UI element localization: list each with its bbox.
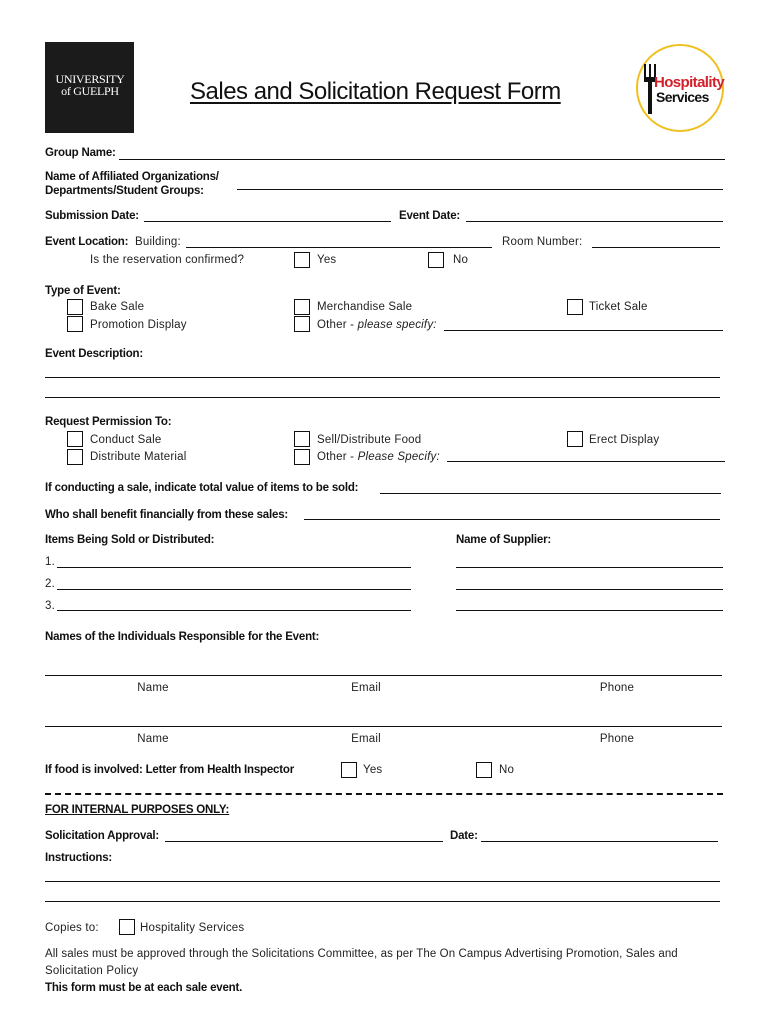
item-3-field[interactable] (57, 610, 411, 611)
benefit-field[interactable] (304, 519, 720, 520)
event-other-field[interactable] (444, 330, 723, 331)
food-yes-checkbox[interactable] (341, 762, 357, 778)
promotion-display-checkbox[interactable] (67, 316, 83, 332)
building-label: Building: (135, 236, 181, 248)
affiliated-label-line1: Name of Affiliated Organizations/ (45, 171, 219, 183)
supplier-1-field[interactable] (456, 567, 723, 568)
approval-date-label: Date: (450, 830, 478, 842)
food-yes-label: Yes (363, 764, 383, 776)
reservation-yes-label: Yes (317, 254, 337, 266)
item-number-1: 1. (45, 556, 55, 568)
sell-food-label: Sell/Distribute Food (317, 434, 422, 446)
permission-other-prefix: Other - (317, 451, 355, 463)
affiliated-field[interactable] (237, 189, 723, 190)
permission-other-specify: Please Specify: (357, 451, 440, 463)
policy-text-line1: All sales must be approved through the Solicitations Committee, as per The On Campus Advertising Promotion, Sales and (45, 948, 678, 960)
sell-food-checkbox[interactable] (294, 431, 310, 447)
building-field[interactable] (186, 247, 492, 248)
reservation-yes-checkbox[interactable] (294, 252, 310, 268)
hospitality-logo-line1: Hospitality (654, 74, 725, 91)
reservation-no-checkbox[interactable] (428, 252, 444, 268)
merchandise-sale-checkbox[interactable] (294, 299, 310, 315)
sale-value-field[interactable] (380, 493, 721, 494)
supplier-2-field[interactable] (456, 589, 723, 590)
ticket-sale-label: Ticket Sale (589, 301, 648, 313)
university-logo-text-line1: UNIVERSITY (55, 72, 125, 86)
footer-notice: This form must be at each sale event. (45, 982, 243, 994)
food-no-checkbox[interactable] (476, 762, 492, 778)
bake-sale-checkbox[interactable] (67, 299, 83, 315)
conduct-sale-checkbox[interactable] (67, 431, 83, 447)
room-number-label: Room Number: (502, 236, 583, 248)
instructions-line-2[interactable] (45, 901, 720, 902)
room-number-field[interactable] (592, 247, 720, 248)
food-label: If food is involved: Letter from Health Inspector (45, 764, 294, 776)
internal-divider (45, 793, 723, 795)
responsible-line-2[interactable] (45, 726, 722, 727)
permission-other-checkbox[interactable] (294, 449, 310, 465)
approval-label: Solicitation Approval: (45, 830, 160, 842)
supplier-3-field[interactable] (456, 610, 723, 611)
approval-field[interactable] (165, 841, 443, 842)
contact-name-caption-2: Name (137, 733, 169, 745)
merchandise-sale-label: Merchandise Sale (317, 301, 413, 313)
event-description-line-1[interactable] (45, 377, 720, 378)
type-of-event-label: Type of Event: (45, 285, 121, 297)
approval-date-field[interactable] (481, 841, 718, 842)
hospitality-services-option: Hospitality Services (140, 922, 245, 934)
item-1-field[interactable] (57, 567, 411, 568)
affiliated-label-line2: Departments/Student Groups: (45, 185, 204, 197)
contact-phone-caption-2: Phone (599, 733, 635, 745)
event-other-checkbox[interactable] (294, 316, 310, 332)
distribute-material-checkbox[interactable] (67, 449, 83, 465)
permission-other-field[interactable] (447, 461, 725, 462)
internal-purposes-heading: FOR INTERNAL PURPOSES ONLY: (45, 804, 230, 816)
hospitality-logo (636, 44, 724, 132)
hospitality-services-checkbox[interactable] (119, 919, 135, 935)
benefit-label: Who shall benefit financially from these sales: (45, 509, 289, 521)
event-date-field[interactable] (466, 221, 723, 222)
instructions-line-1[interactable] (45, 881, 720, 882)
responsible-line-1[interactable] (45, 675, 722, 676)
event-other-label (317, 319, 437, 331)
event-other-prefix: Other - (317, 319, 355, 331)
distribute-material-label: Distribute Material (90, 451, 187, 463)
item-number-2: 2. (45, 578, 55, 590)
contact-name-caption-1: Name (137, 682, 169, 694)
hospitality-logo-line2: Services (656, 89, 709, 105)
event-description-line-2[interactable] (45, 397, 720, 398)
promotion-display-label: Promotion Display (90, 319, 187, 331)
event-description-label: Event Description: (45, 348, 144, 360)
submission-date-label: Submission Date: (45, 210, 139, 222)
copies-label: Copies to: (45, 922, 99, 934)
responsible-label: Names of the Individuals Responsible for the Event: (45, 631, 320, 643)
permission-other-label (317, 451, 440, 463)
items-label: Items Being Sold or Distributed: (45, 534, 215, 546)
conduct-sale-label: Conduct Sale (90, 434, 162, 446)
bake-sale-label: Bake Sale (90, 301, 145, 313)
food-no-label: No (499, 764, 515, 776)
group-name-label: Group Name: (45, 147, 116, 159)
reservation-question: Is the reservation confirmed? (90, 254, 245, 266)
erect-display-label: Erect Display (589, 434, 660, 446)
reservation-no-label: No (453, 254, 469, 266)
event-location-label: Event Location: (45, 236, 129, 248)
ticket-sale-checkbox[interactable] (567, 299, 583, 315)
university-logo-text-line2: of GUELPH (61, 84, 119, 98)
contact-phone-caption-1: Phone (599, 682, 635, 694)
page-title: Sales and Solicitation Request Form (190, 78, 561, 105)
event-other-specify: please specify: (357, 319, 437, 331)
sale-value-label: If conducting a sale, indicate total value of items to be sold: (45, 482, 359, 494)
contact-email-caption-2: Email (351, 733, 381, 745)
contact-email-caption-1: Email (351, 682, 381, 694)
supplier-label: Name of Supplier: (456, 534, 552, 546)
policy-text-line2: Solicitation Policy (45, 965, 139, 977)
request-permission-label: Request Permission To: (45, 416, 172, 428)
group-name-field[interactable] (119, 159, 725, 160)
university-logo (45, 42, 134, 133)
submission-date-field[interactable] (144, 221, 391, 222)
event-date-label: Event Date: (399, 210, 461, 222)
item-2-field[interactable] (57, 589, 411, 590)
instructions-label: Instructions: (45, 852, 113, 864)
erect-display-checkbox[interactable] (567, 431, 583, 447)
item-number-3: 3. (45, 600, 55, 612)
